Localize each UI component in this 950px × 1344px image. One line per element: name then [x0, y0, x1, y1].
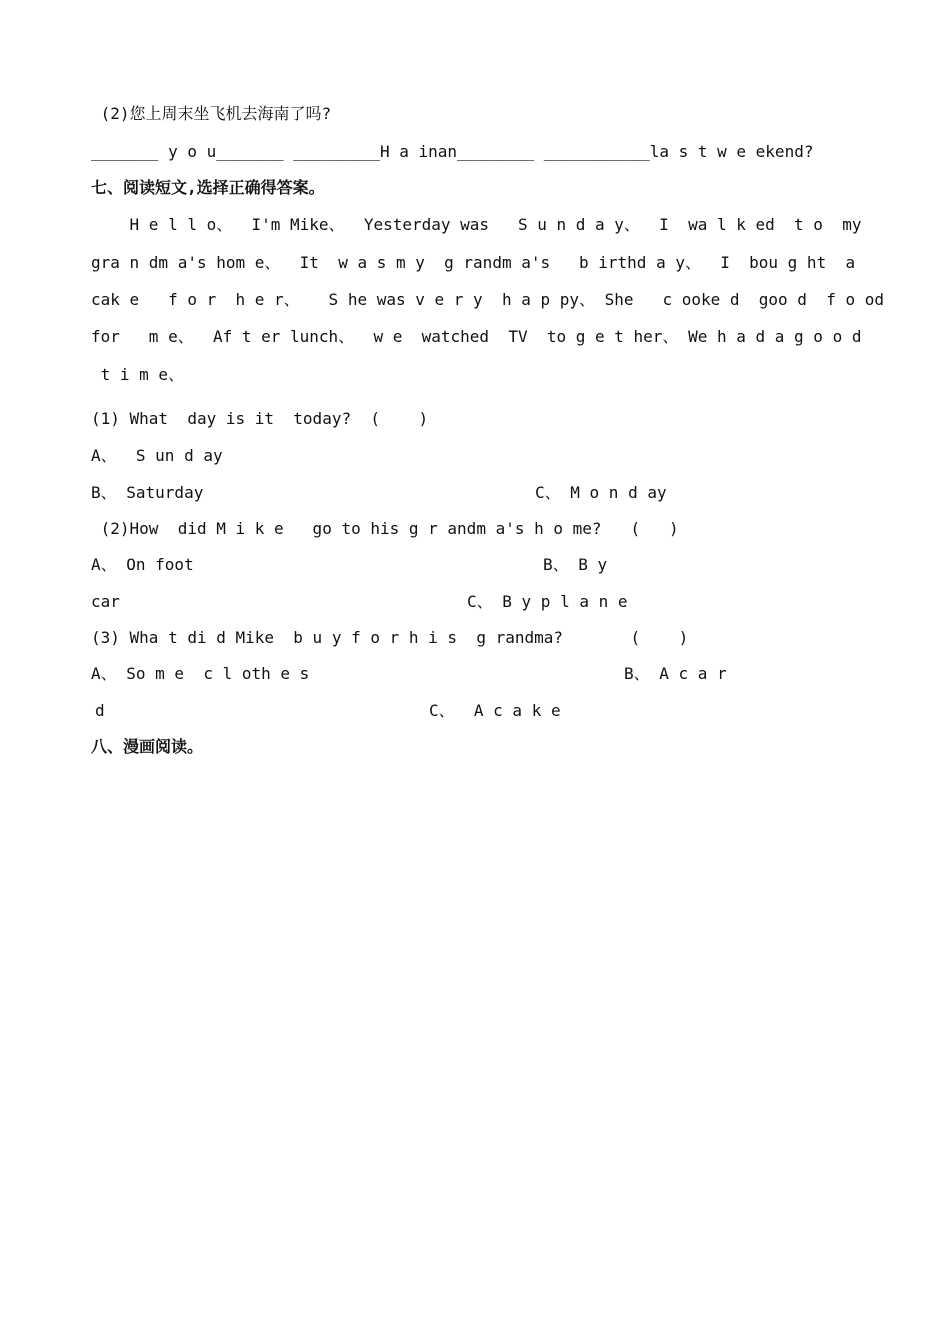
- question-1: (1) What day is it today? ( ): [91, 409, 429, 428]
- passage-line-4: for m e、 Af t er lunch、 w e watched TV to g e t her、 We h a d a g o o d: [91, 327, 862, 346]
- question-1-option-a: A、 S un d ay: [91, 446, 223, 465]
- question-3-option-b-continued: d: [95, 701, 105, 720]
- question-2-option-b-continued: car: [91, 592, 120, 611]
- question-3: (3) Wha t di d Mike b u y f o r h i s g randma? ( ): [91, 628, 689, 647]
- q2-fill-blank-line: _______ y o u_______ _________H a inan________ ___________la s t w e ekend?: [91, 142, 814, 161]
- question-2: (2)How did M i k e go to his g r andm a's h o me? ( ): [91, 519, 679, 538]
- section-8-heading: 八、漫画阅读。: [91, 737, 204, 756]
- question-2-option-a: A、 On foot: [91, 555, 194, 574]
- question-3-option-b: B、 A c a r: [624, 664, 727, 683]
- passage-line-2: gra n dm a's hom e、 It w a s m y g randm a's b irthd a y、 I bou g ht a: [91, 253, 856, 272]
- question-1-option-b: B、 Saturday: [91, 483, 204, 502]
- q2-translation-prompt: (2)您上周末坐飞机去海南了吗?: [91, 104, 332, 123]
- passage-line-5: t i m e、: [91, 365, 185, 384]
- question-1-option-c: C、 M o n d ay: [535, 483, 667, 502]
- passage-line-3: cak e f o r h e r、 S he was v e r y h a p py、 She c ooke d goo d f o od: [91, 290, 884, 309]
- question-3-option-a: A、 So m e c l oth e s: [91, 664, 310, 683]
- question-2-option-c: C、 B y p l a n e: [467, 592, 628, 611]
- section-7-heading: 七、阅读短文,选择正确得答案。: [91, 178, 325, 197]
- passage-line-1: H e l l o、 I'm Mike、 Yesterday was S u n d a y、 I wa l k ed t o my: [91, 215, 862, 234]
- question-2-option-b: B、 B y: [543, 555, 608, 574]
- question-3-option-c: C、 A c a k e: [429, 701, 561, 720]
